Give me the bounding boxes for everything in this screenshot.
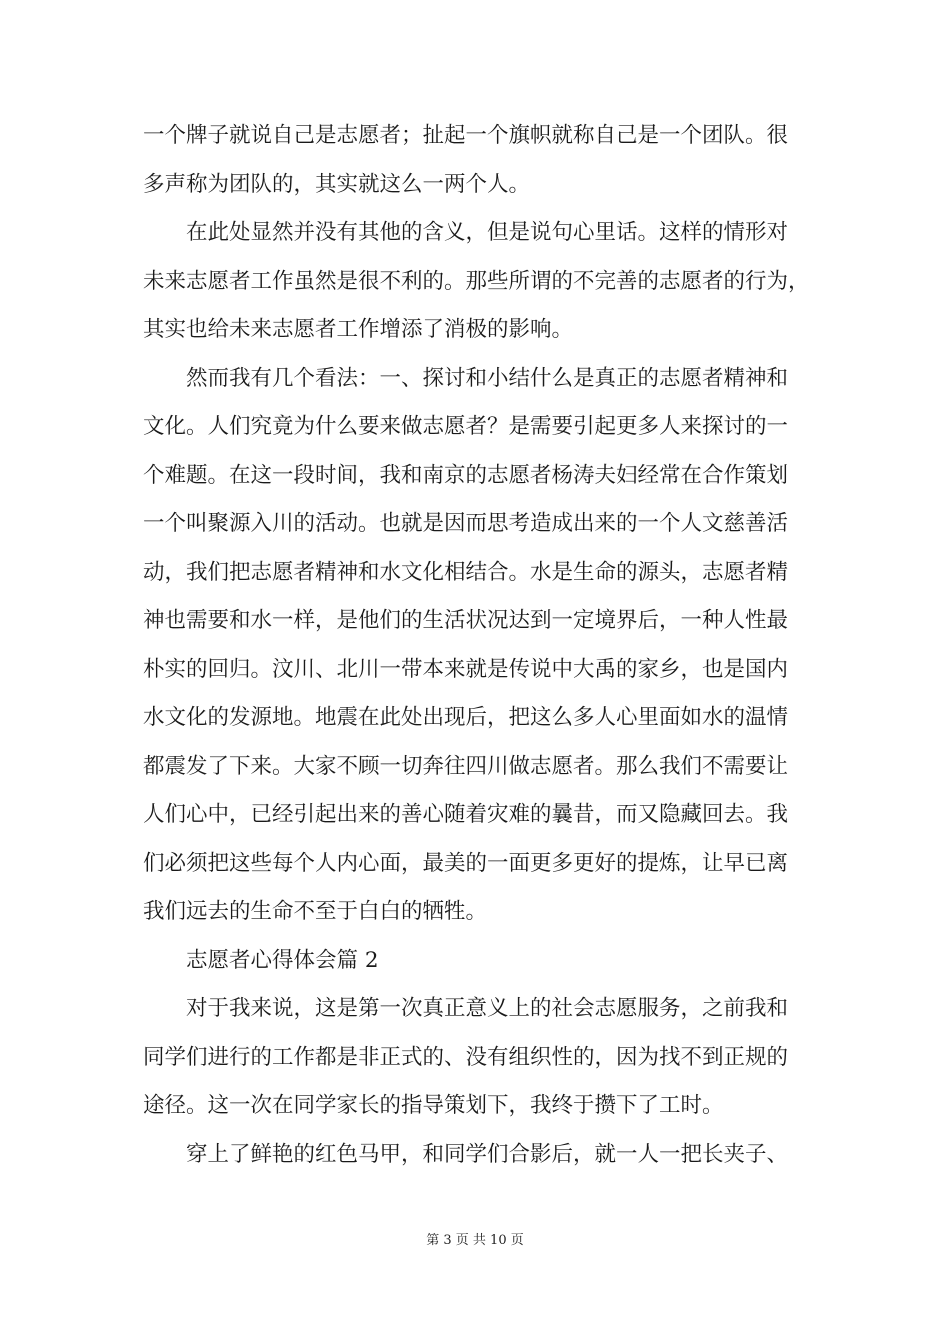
text-line: 我们远去的生命不至于白白的牺牲。 (143, 899, 488, 924)
text-line: 神也需要和水一样，是他们的生活状况达到一定境界后，一种人性最 (143, 608, 789, 633)
text-line: 文化。人们究竟为什么要来做志愿者？是需要引起更多人来探讨的一 (143, 414, 789, 439)
text-line: 途径。这一次在同学家长的指导策划下，我终于攒下了工时。 (143, 1093, 724, 1118)
text-line: 多声称为团队的，其实就这么一两个人。 (143, 171, 531, 197)
text-line: 未来志愿者工作虽然是很不利的。那些所谓的不完善的志愿者的行为， (143, 268, 810, 294)
text-line: 都震发了下来。大家不顾一切奔往四川做志愿者。那么我们不需要让 (143, 753, 789, 779)
document-body (143, 112, 813, 1179)
text-line: 一个叫聚源入川的活动。也就是因而思考造成出来的一个人文慈善活 (143, 511, 789, 536)
text-line: 志愿者心得体会篇 2 (186, 947, 379, 973)
text-line: 穿上了鲜艳的红色马甲，和同学们合影后，就一人一把长夹子、 (186, 1141, 789, 1167)
text-line: 一个牌子就说自己是志愿者；扯起一个旗帜就称自己是一个团队。很 (143, 123, 789, 148)
text-line: 水文化的发源地。地震在此处出现后，把这么多人心里面如水的温情 (143, 705, 789, 730)
text-line: 同学们进行的工作都是非正式的、没有组织性的，因为找不到正规的 (143, 1044, 789, 1070)
text-line: 们必须把这些每个人内心面，最美的一面更多更好的提炼，让早已离 (143, 850, 789, 876)
text-line: 在此处显然并没有其他的含义，但是说句心里话。这样的情形对 (186, 220, 789, 245)
text-line: 然而我有几个看法：一、探讨和小结什么是真正的志愿者精神和 (186, 365, 789, 391)
text-line: 其实也给未来志愿者工作增添了消极的影响。 (143, 317, 574, 342)
text-line: 个难题。在这一段时间，我和南京的志愿者杨涛夫妇经常在合作策划 (143, 462, 789, 488)
text-line: 对于我来说，这是第一次真正意义上的社会志愿服务，之前我和 (186, 996, 789, 1021)
text-line: 人们心中，已经引起出来的善心随着灾难的曩昔，而又隐藏回去。我 (143, 802, 789, 827)
page-footer: 第 3 页 共 10 页 (426, 1233, 524, 1248)
text-line: 朴实的回归。汶川、北川一带本来就是传说中大禹的家乡，也是国内 (143, 656, 789, 682)
text-line: 动，我们把志愿者精神和水文化相结合。水是生命的源头，志愿者精 (143, 559, 789, 585)
